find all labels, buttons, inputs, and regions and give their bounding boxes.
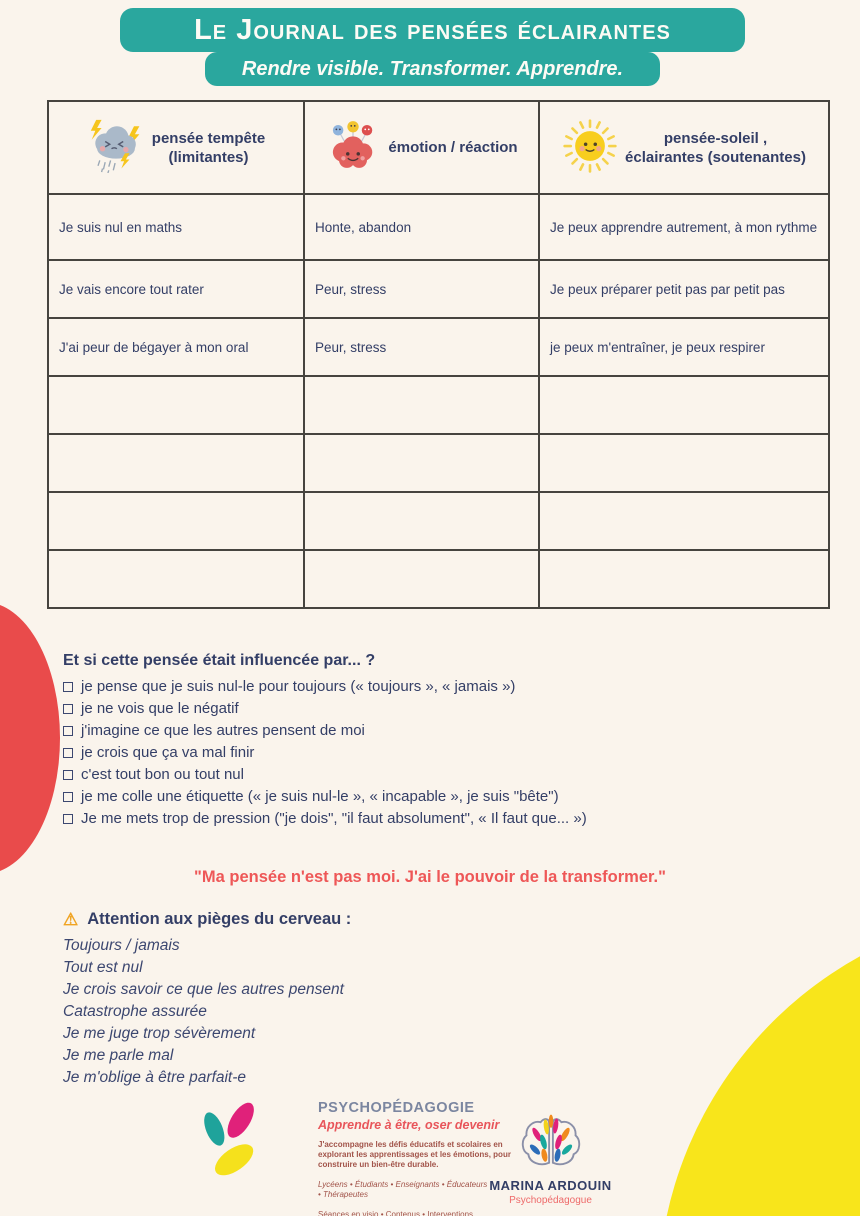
checkbox-icon[interactable] [63,814,73,824]
table-cell: Je suis nul en maths [48,194,304,260]
checkbox-icon[interactable] [63,770,73,780]
brain-trap-item: Je m'oblige à être parfait-e [63,1069,247,1086]
page-title: Le Journal des pensées éclairantes [194,13,671,46]
table-cell: Honte, abandon [304,194,539,260]
brain-trap-item: Toujours / jamais [63,937,180,954]
table-row [48,376,829,434]
checklist-item-label: j'imagine ce que les autres pensent de moi [81,722,365,739]
checklist-item [63,786,587,808]
sun-icon [562,118,618,178]
brain-traps-heading-label: Attention aux pièges du cerveau : [87,910,352,928]
brain-traps-heading [63,910,351,929]
column-header-emotion [304,101,539,194]
table-cell-empty [48,492,304,550]
affirmation-quote: "Ma pensée n'est pas moi. J'ai le pouvoir de la transformer." [194,868,666,886]
brain-trap-item: Je crois savoir ce que les autres pensent [63,981,344,998]
brain-traps-section [63,910,351,1089]
checklist-item-label: je pense que je suis nul-le pour toujours (« toujours », « jamais ») [81,678,516,695]
brain-trap-item: Tout est nul [63,959,143,976]
brain-trap-item: Je me parle mal [63,1047,174,1064]
checklist-item [63,698,587,720]
table-cell-empty [539,434,829,492]
column-header-line: éclairantes (soutenantes) [625,148,806,166]
table-cell-empty [304,492,539,550]
table-cell: je peux m'entraîner, je peux respirer [539,318,829,376]
thoughts-table [47,100,830,609]
table-cell: Je vais encore tout rater [48,260,304,318]
table-cell-empty [304,434,539,492]
petals-logo [194,1096,272,1189]
column-header-line: pensée-soleil , [663,129,768,147]
warning-icon: ⚠ [63,910,79,929]
person-name: MARINA ARDOUIN [489,1178,612,1193]
storm-cloud-icon [87,119,145,177]
brand-name: PSYCHOPÉDAGOGIE [318,1100,475,1116]
column-header-storm-thought [48,101,304,194]
table-row [48,550,829,608]
checkbox-icon[interactable] [63,792,73,802]
checklist-item-label: je me colle une étiquette (« je suis nul-le », « incapable », je suis "bête") [81,788,559,805]
checklist-item-label: c'est tout bon ou tout nul [81,766,244,783]
table-cell-empty [304,376,539,434]
table-cell-empty [539,492,829,550]
table-row [48,260,829,318]
checklist-item [63,742,587,764]
influence-checklist [63,652,587,830]
table-row [48,318,829,376]
red-circle-decoration [0,602,60,874]
table-cell-empty [539,376,829,434]
checklist-heading: Et si cette pensée était influencée par... ? [63,652,376,669]
brain-trap-item: Je me juge trop sévèrement [63,1025,256,1042]
table-cell: J'ai peur de bégayer à mon oral [48,318,304,376]
table-row [48,434,829,492]
table-cell-empty [48,550,304,608]
table-cell: Peur, stress [304,260,539,318]
column-header-line: (limitantes) [168,148,249,166]
checkbox-icon[interactable] [63,726,73,736]
table-row [48,194,829,260]
checklist-item [63,720,587,742]
column-header-line: émotion / réaction [388,139,518,156]
table-cell-empty [48,434,304,492]
subtitle-banner [205,52,660,86]
checklist-item [63,764,587,786]
checklist-item [63,676,587,698]
checkbox-icon[interactable] [63,704,73,714]
column-header-line: pensée tempête [151,129,266,147]
brand-services: Séances en visio • Contenus • Interventions [318,1210,474,1216]
column-header-sun-thought [539,101,829,194]
checklist-item [63,808,587,830]
checklist-item-label: je ne vois que le négatif [81,700,239,717]
brand-audiences: Lycéens • Étudiants • Enseignants • Éducateurs • Thérapeutes [318,1180,488,1199]
page-subtitle: Rendre visible. Transformer. Apprendre. [241,57,624,80]
table-row [48,492,829,550]
person-role: Psychopédagogue [509,1195,592,1206]
brand-tagline: Apprendre à être, oser devenir [318,1118,500,1132]
table-cell-empty [539,550,829,608]
table-cell-empty [48,376,304,434]
table-cell: Peur, stress [304,318,539,376]
person-block [478,1113,623,1206]
table-cell: Je peux apprendre autrement, à mon rythme [539,194,829,260]
brand-description: J'accompagne les défis éducatifs et scolaires en explorant les apprentissages et les émotions, pour construire un bien-être durable. [318,1140,511,1169]
yellow-circle-decoration [658,908,860,1216]
table-cell-empty [304,550,539,608]
checkbox-icon[interactable] [63,748,73,758]
brain-emotions-icon [325,119,381,177]
table-cell: Je peux préparer petit pas par petit pas [539,260,829,318]
brain-logo [518,1158,584,1175]
checkbox-icon[interactable] [63,682,73,692]
brain-trap-item: Catastrophe assurée [63,1003,207,1020]
checklist-item-label: Je me mets trop de pression ("je dois", "il faut absolument", « Il faut que... ») [81,810,587,827]
table-header-row [48,101,829,194]
checklist-item-label: je crois que ça va mal finir [81,744,255,761]
title-banner [120,8,745,52]
